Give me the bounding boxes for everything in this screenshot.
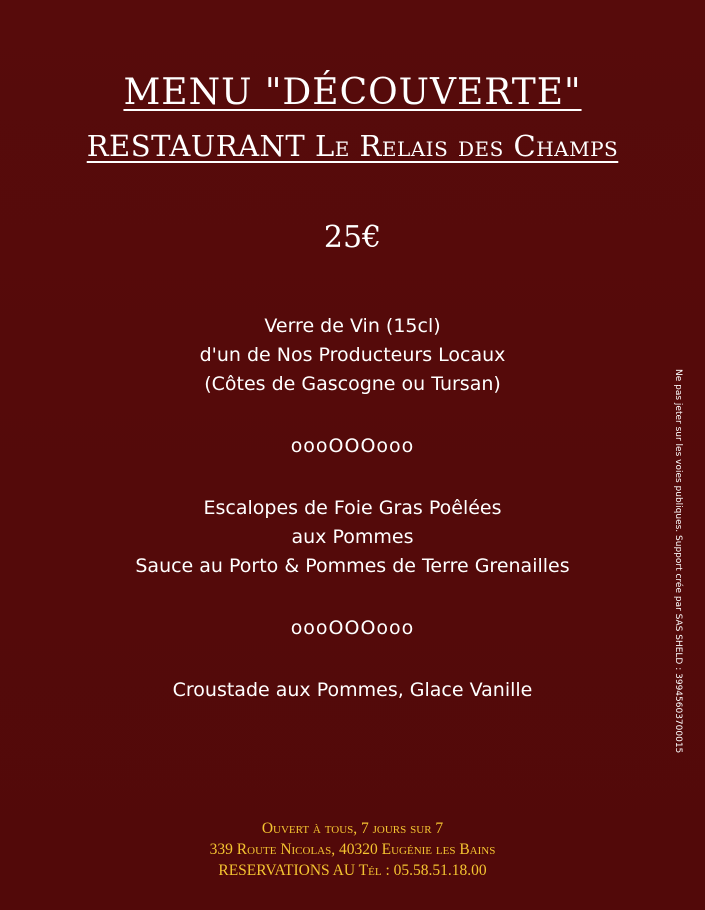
course-2-line-3: Sauce au Porto & Pommes de Terre Grenailles: [135, 555, 570, 577]
course-2-line-1: Escalopes de Foie Gras Poêlées: [203, 497, 502, 519]
footer-hours: Ouvert à tous, 7 jours sur 7: [261, 820, 444, 837]
side-legal-note: Ne pas jeter sur les voies publiques. Support crée par SAS SHELD : 39945603700015: [673, 369, 683, 754]
menu-title: MENU "DÉCOUVERTE": [123, 72, 582, 113]
course-1-line-1: Verre de Vin (15cl): [264, 315, 441, 337]
menu-price: 25€: [323, 220, 382, 255]
course-separator-2: oooOOOooo: [290, 617, 415, 639]
course-3-line-1: Croustade aux Pommes, Glace Vanille: [172, 679, 533, 701]
course-1-line-2: d'un de Nos Producteurs Locaux: [199, 344, 506, 366]
course-separator-1: oooOOOooo: [290, 435, 415, 457]
course-1-line-3: (Côtes de Gascogne ou Tursan): [204, 373, 501, 395]
footer-reservations: RESERVATIONS AU Tél : 05.58.51.18.00: [218, 862, 487, 879]
course-2-line-2: aux Pommes: [291, 526, 414, 548]
footer-address: 339 Route Nicolas, 40320 Eugénie les Bains: [209, 841, 496, 858]
restaurant-name: RESTAURANT Le Relais des Champs: [86, 129, 619, 163]
